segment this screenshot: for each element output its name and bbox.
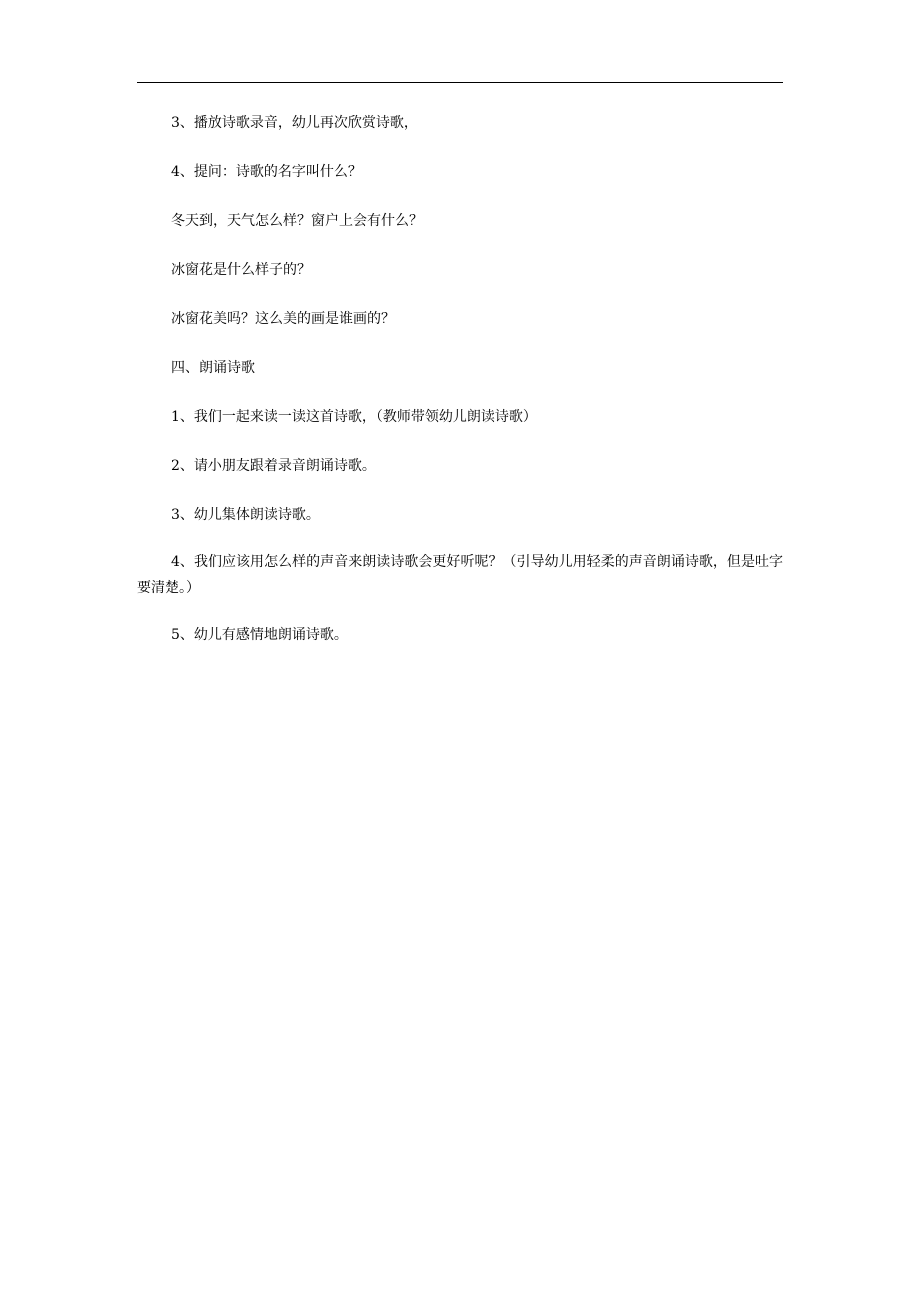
paragraph-voice-question: 4、我们应该用怎么样的声音来朗读诗歌会更好听呢？（引导幼儿用轻柔的声音朗诵诗歌，但是吐字要清楚。） — [137, 554, 783, 596]
paragraph-read-together: 1、我们一起来读一读这首诗歌，（教师带领幼儿朗读诗歌） — [171, 409, 537, 425]
paragraph-recite-with-recording: 2、请小朋友跟着录音朗诵诗歌。 — [171, 458, 376, 474]
document-body — [137, 108, 783, 650]
paragraph-question-frost-shape: 冰窗花是什么样子的？ — [171, 262, 311, 278]
section-heading-recite: 四、朗诵诗歌 — [171, 360, 255, 376]
paragraph-question-title: 4、提问：诗歌的名字叫什么？ — [171, 164, 362, 180]
paragraph-question-frost-beauty: 冰窗花美吗？这么美的画是谁画的？ — [171, 311, 395, 327]
header-rule — [137, 82, 783, 83]
paragraph-group-reading: 3、幼儿集体朗读诗歌。 — [171, 507, 320, 523]
paragraph-emotional-recital: 5、幼儿有感情地朗诵诗歌。 — [171, 627, 348, 643]
paragraph-question-winter: 冬天到，天气怎么样？窗户上会有什么？ — [171, 213, 423, 229]
paragraph-play-recording: 3、播放诗歌录音，幼儿再次欣赏诗歌， — [171, 115, 418, 131]
